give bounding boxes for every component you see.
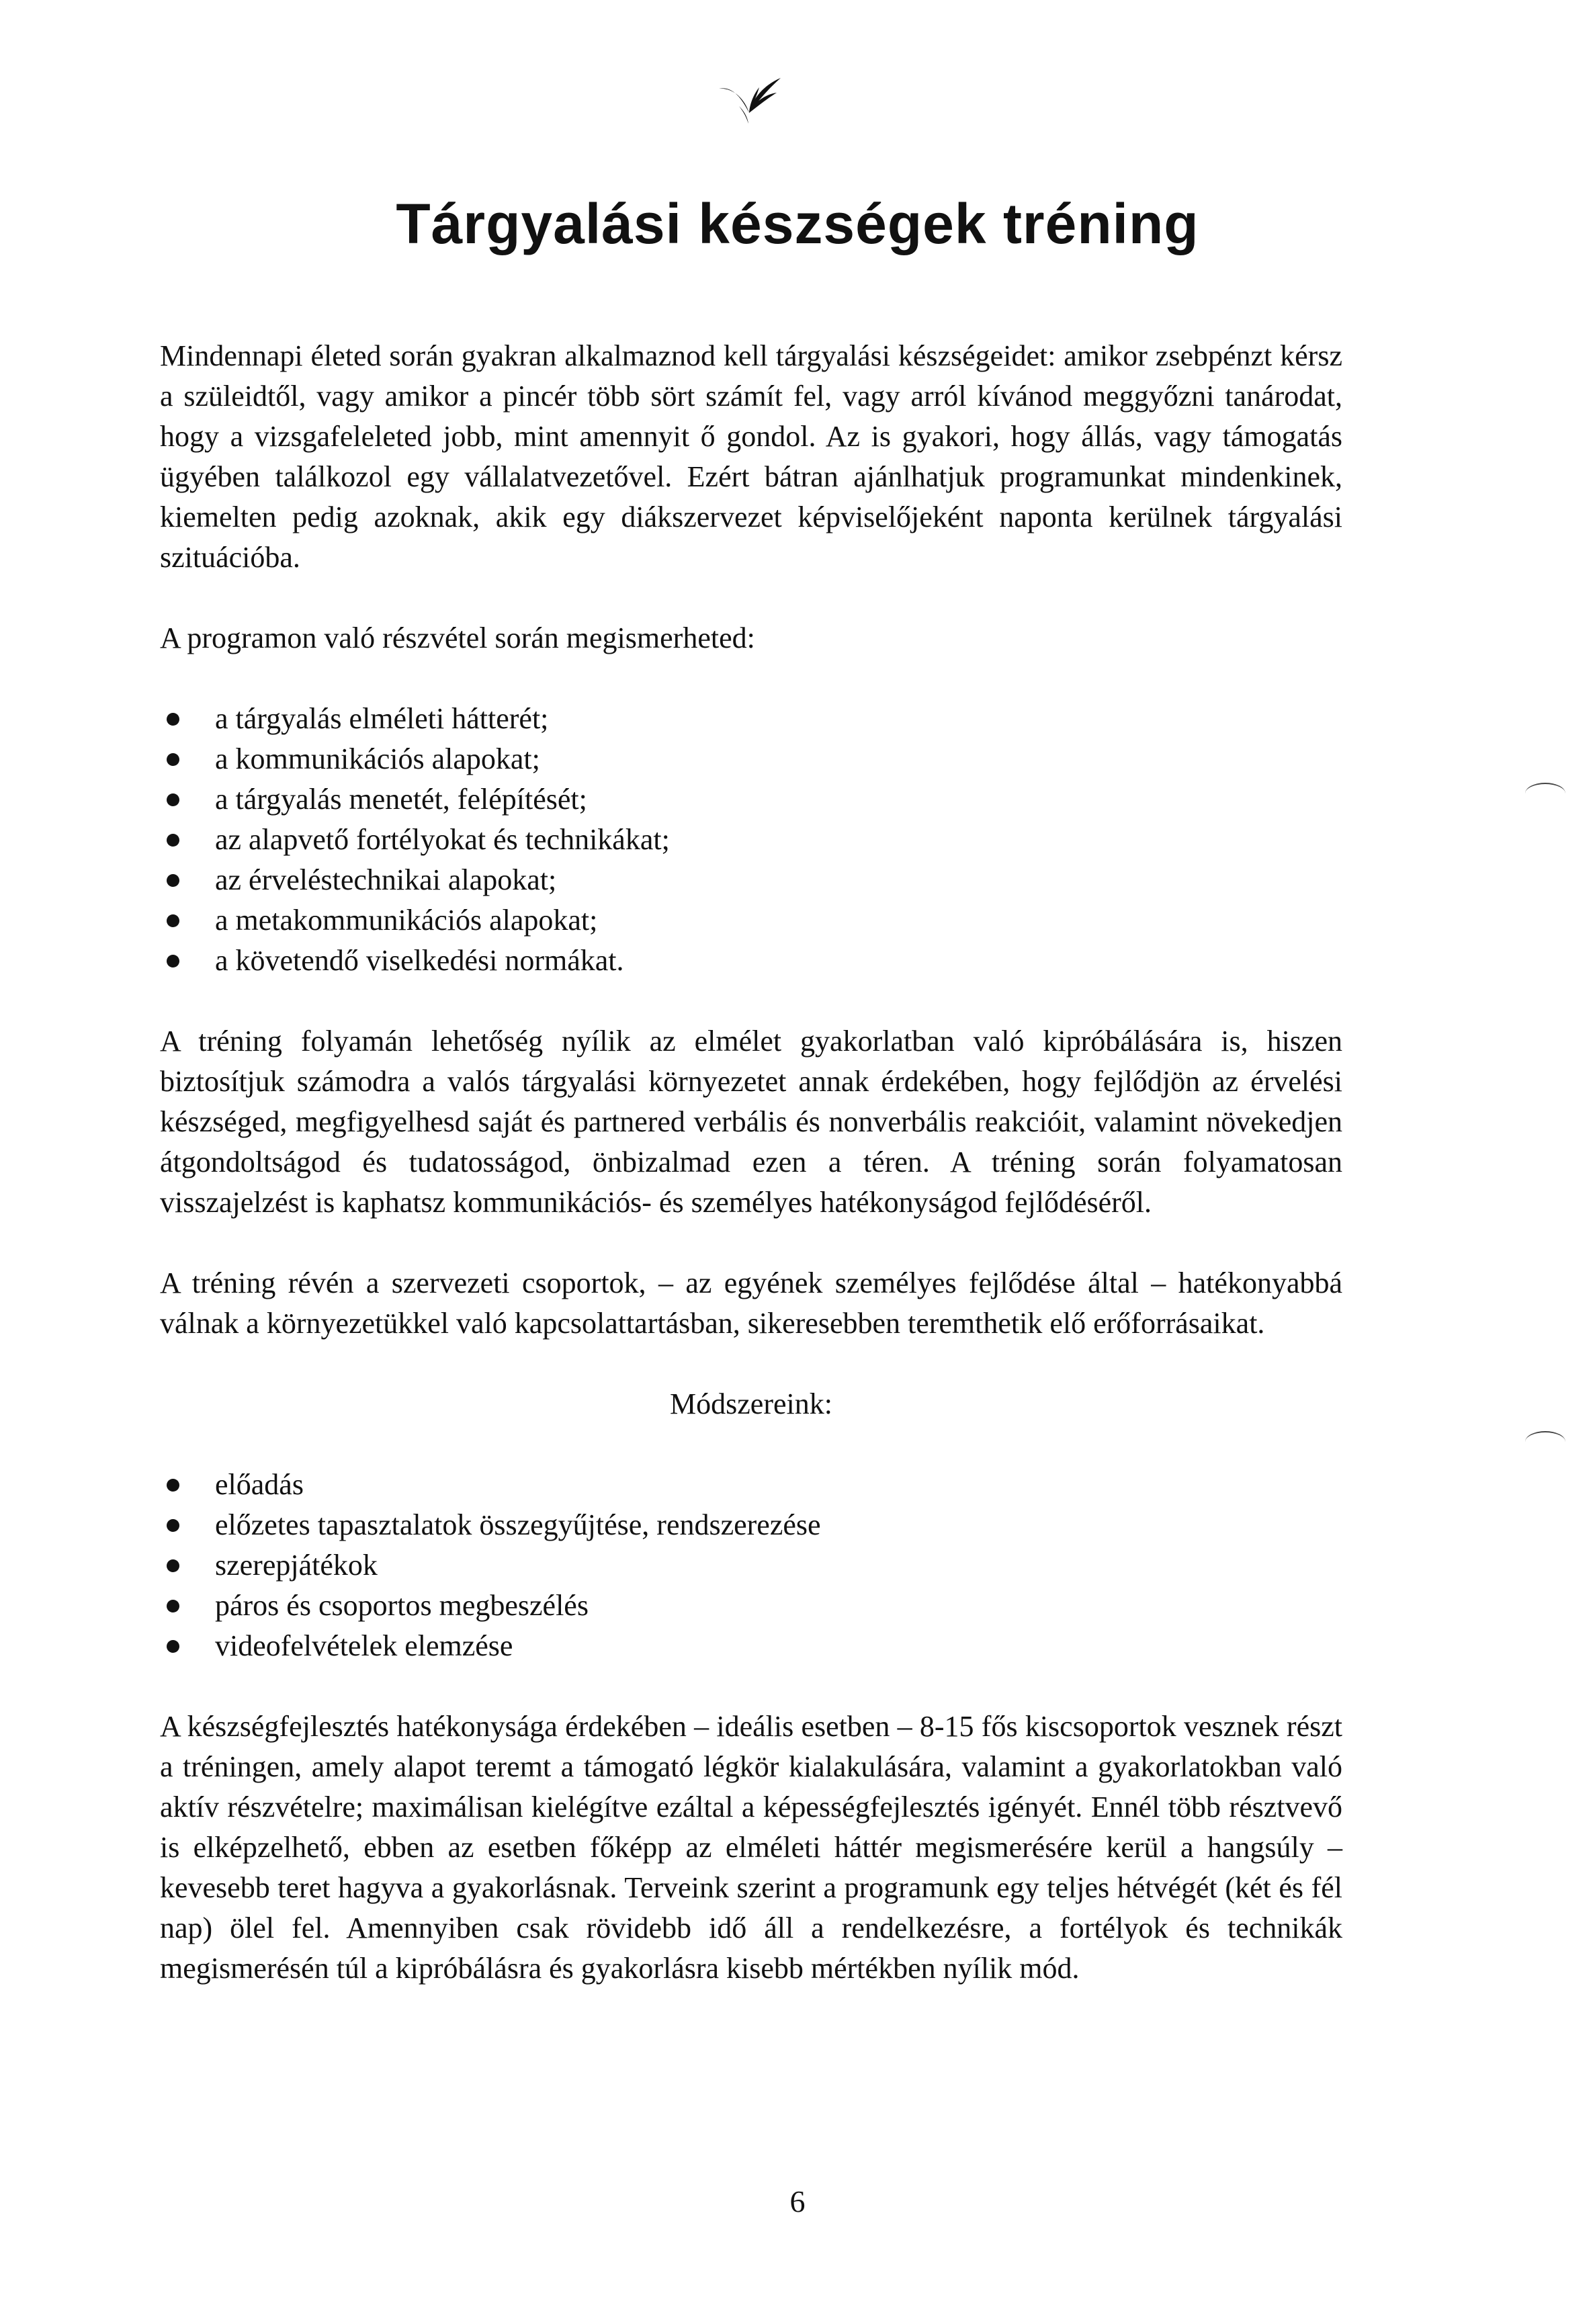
program-list [160,699,1342,981]
list-item [160,900,1342,941]
bullet-icon [167,1479,179,1492]
bullet-icon [167,1559,179,1572]
intro-paragraph: Mindennapi életed során gyakran alkalmaznod kell tárgyalási készségeidet: amikor zsebpénzt kérsz a szüleidtől, vagy amikor a pincér több sört számít fel, vagy arról kívánod meggyőzni tanárodat, hogy a vizsgafeleleted jobb, mint amennyit ő gondol. Az is gyakori, hogy állás, vagy támogatás ügyében találkozol egy vállalatvezetővel. Ezért bátran ajánlhatjuk programunkat mindenkinek, kiemelten pedig azoknak, akik egy diákszervezet képviselőjeként naponta kerülnek tárgyalási szituációba. [160,339,1342,574]
list-item-text: a tárgyalás elméleti hátterét; [215,702,549,735]
list-item [160,1465,1342,1505]
list-item [160,739,1342,779]
list-item-text: a kommunikációs alapokat; [215,742,540,775]
bullet-icon [167,1640,179,1653]
list-item [160,779,1342,820]
list-item [160,820,1342,860]
list-item [160,699,1342,739]
bullet-icon [167,834,179,847]
bullet-icon [167,793,179,806]
program-intro: A programon való részvétel során megismerheted: [160,621,755,654]
bullet-icon [167,1519,179,1532]
bullet-icon [167,874,179,887]
list-item-text: páros és csoportos megbeszélés [215,1589,589,1622]
list-item-text: videofelvételek elemzése [215,1629,513,1662]
bullet-icon [167,914,179,927]
group-paragraph: A tréning révén a szervezeti csoportok, – az egyének személyes fejlődése által – hatékonyabbá válnak a környezetükkel való kapcsolattartásban, sikeresebben teremthetik elő erőforrásaikat. [160,1266,1342,1340]
bullet-icon [167,713,179,726]
scan-artifact [1525,783,1565,804]
list-item [160,941,1342,981]
bullet-icon [167,1600,179,1612]
list-item-text: az alapvető fortélyokat és technikákat; [215,823,670,856]
page-title: Tárgyalási készségek tréning [396,192,1199,255]
list-item [160,860,1342,900]
leaf-logo-icon [712,74,786,128]
list-item-text: a tárgyalás menetét, felépítését; [215,783,587,816]
list-item-text: az érveléstechnikai alapokat; [215,863,557,896]
page-number: 6 [789,2184,806,2219]
bullet-icon [167,753,179,766]
document-body [160,336,1342,2029]
methods-heading: Módszereink: [670,1387,832,1420]
list-item-text: előzetes tapasztalatok összegyűjtése, rendszerezése [215,1508,821,1541]
list-item-text: a metakommunikációs alapokat; [215,904,598,937]
bullet-icon [167,955,179,967]
list-item-text: szerepjátékok [215,1549,378,1582]
list-item [160,1545,1342,1586]
closing-paragraph: A készségfejlesztés hatékonysága érdekében – ideális esetben – 8-15 fős kiscsoportok vesznek részt a tréningen, amely alapot teremt a támogató légkör kialakulására, valamint a gyakorlatokban való aktív részvételre; maximálisan kielégítve ezáltal a képességfejlesztés igényét. Ennél több résztvevő is elképzelhető, ebben az esetben főképp az elméleti háttér megismerésére kerül a hangsúly – kevesebb teret hagyva a gyakorlásnak. Terveink szerint a programunk egy teljes hétvégét (két és fél nap) ölel fel. Amennyiben csak rövidebb idő áll a rendelkezésre, a fortélyok és technikák megismerésén túl a kipróbálásra és gyakorlásra kisebb mértékben nyílik mód. [160,1710,1342,1985]
training-paragraph: A tréning folyamán lehetőség nyílik az elmélet gyakorlatban való kipróbálására is, hiszen biztosítjuk számodra a valós tárgyalási környezetet annak érdekében, hogy fejlődjön az érvelési készséged, megfigyelhesd saját és partnered verbális és nonverbális reakcióit, valamint növekedjen átgondoltságod és tudatosságod, önbizalmad ezen a téren. A tréning során folyamatosan visszajelzést is kaphatsz kommunikációs- és személyes hatékonyságod fejlődéséről. [160,1025,1342,1219]
list-item-text: előadás [215,1468,304,1501]
scan-artifact [1525,1431,1565,1453]
list-item [160,1626,1342,1666]
list-item [160,1586,1342,1626]
list-item-text: a követendő viselkedési normákat. [215,944,624,977]
methods-list [160,1465,1342,1666]
list-item [160,1505,1342,1545]
